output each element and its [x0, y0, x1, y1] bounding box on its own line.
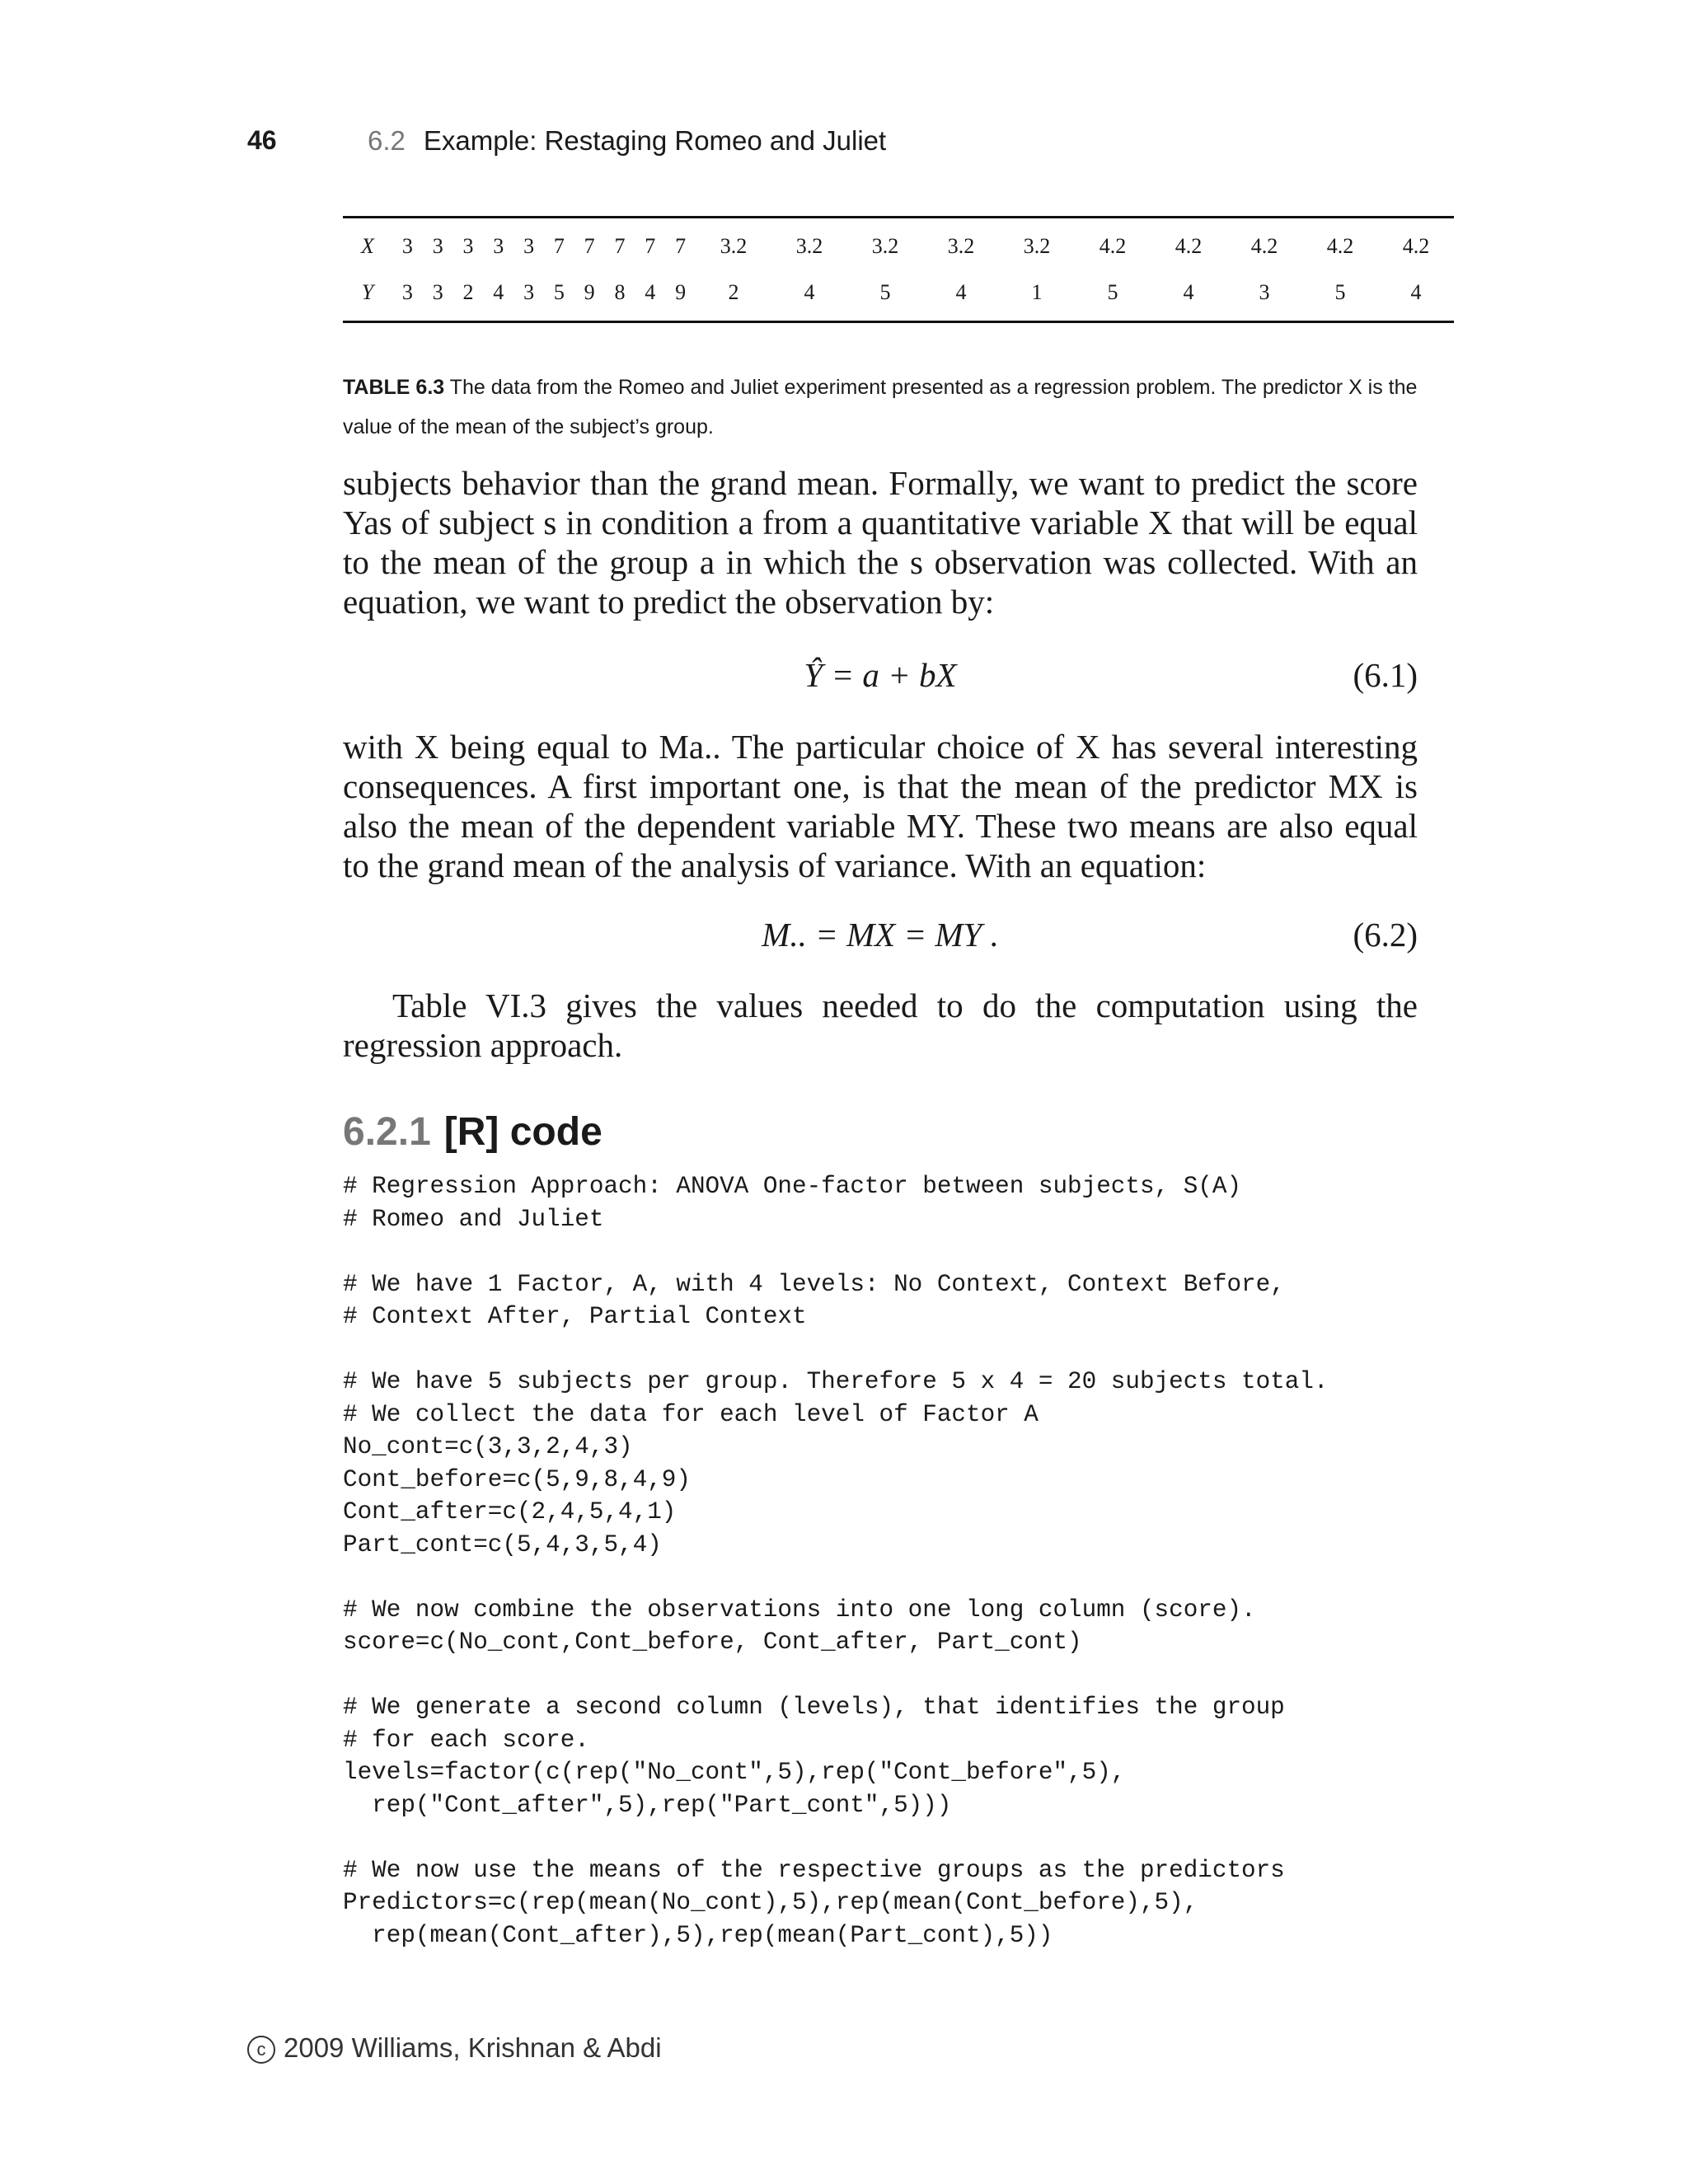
section-title: [R] code — [443, 1110, 603, 1154]
table-cell: 7 — [675, 234, 687, 258]
paragraph-3: Table VI.3 gives the values needed to do the computation using the regression approach. — [343, 987, 1418, 1064]
table-cell: 4.2 — [1402, 234, 1430, 258]
table-caption — [343, 368, 1439, 447]
section-heading — [343, 1109, 603, 1155]
paragraph-2: with X being equal to Ma.. The particular choice of X has several interesting consequences. A first important one, is that the mean of the predictor MX is also the mean of the dependent variable MY. These two means are also equal to the grand mean of the analysis of variance. With an equation: — [343, 728, 1418, 884]
running-head-title: Example: Restaging Romeo and Juliet — [423, 125, 887, 156]
table-cell: 1 — [1031, 280, 1043, 304]
table-cell: 3 — [1259, 280, 1270, 304]
table-cell: 9 — [584, 280, 595, 304]
table-cell: 7 — [584, 234, 595, 258]
caption-tag: TABLE 6.3 — [343, 376, 445, 399]
row-label-x: X — [361, 234, 374, 258]
table-cell: 4.2 — [1099, 234, 1127, 258]
table-cell: 8 — [614, 280, 626, 304]
table-cell: 7 — [614, 234, 626, 258]
table-cell: 3 — [493, 234, 504, 258]
table-cell: 4 — [955, 280, 967, 304]
table-cell: 7 — [645, 234, 656, 258]
running-head — [368, 125, 886, 157]
table-cell: 3 — [401, 234, 413, 258]
table-row-y — [343, 269, 1454, 322]
page-number: 46 — [247, 125, 277, 155]
table-cell: 4 — [804, 280, 815, 304]
row-label-y: Y — [361, 280, 374, 304]
table-cell: 3 — [401, 280, 413, 304]
table-cell: 5 — [879, 280, 891, 304]
table-cell: 4 — [1183, 280, 1194, 304]
table-cell: 7 — [553, 234, 565, 258]
equation-number: (6.1) — [1353, 656, 1418, 694]
section-number: 6.2.1 — [343, 1110, 431, 1154]
data-table — [343, 216, 1454, 323]
table-cell: 3.2 — [720, 234, 748, 258]
table-cell: 3 — [523, 234, 535, 258]
equation-body: Ŷ = a + bX — [804, 656, 957, 694]
table-cell: 2 — [728, 280, 739, 304]
table-cell: 5 — [1107, 280, 1118, 304]
footer-text: 2009 Williams, Krishnan & Abdi — [284, 2032, 662, 2063]
table-row-x — [343, 218, 1454, 270]
table-cell: 4 — [493, 280, 504, 304]
equation-body: M.. = MX = MY . — [762, 916, 999, 954]
table-cell: 2 — [462, 280, 474, 304]
code-block: # Regression Approach: ANOVA One-factor between subjects, S(A) # Romeo and Juliet # We have 1 Factor, A, with 4 levels: No Context, Context Before, # Context After, Partial Context # We have 5 subjects per group. Therefore 5 x 4 = 20 subjects total. # We collect the data for each level of Factor A No_cont=c(3,3,2,4,3) Cont_before=c(5,9,8,4,9) Cont_after=c(2,4,5,4,1) Part_cont=c(5,4,3,5,4) # We now combine the observations into one long column (score). score=c(No_cont,Cont_before, Cont_after, Part_cont) # We generate a second column (levels), that identifies the group # for each score. levels=factor(c(rep("No_cont",5),rep("Cont_before",5), rep("Cont_after",5),rep("Part_cont",5))) # We now use the means of the respective groups as the predictors Predictors=c(rep(mean(No_cont),5),rep(mean(Cont_before),5), rep(mean(Cont_after),5),rep(mean(Part_cont),5)) — [343, 1173, 1329, 1949]
table-cell: 9 — [675, 280, 687, 304]
caption-text: The data from the Romeo and Juliet experiment presented as a regression problem. The predictor X is the value of the mean of the subject’s group. — [343, 376, 1418, 438]
table-cell: 3.2 — [871, 234, 899, 258]
table-cell: 4 — [1410, 280, 1422, 304]
table-cell: 3.2 — [795, 234, 823, 258]
table-cell: 3.2 — [1023, 234, 1051, 258]
table-cell: 3 — [432, 280, 443, 304]
equation-6-1 — [343, 655, 1418, 696]
table-cell: 3 — [462, 234, 474, 258]
table-cell: 5 — [553, 280, 565, 304]
paragraph-1: subjects behavior than the grand mean. Formally, we want to predict the score Yas of subject s in condition a from a quantitative variable X that will be equal to the mean of the group a in which the s observation was collected. With an equation, we want to predict the observation by: — [343, 464, 1418, 621]
table-cell: 4 — [645, 280, 656, 304]
copyright-icon: c — [247, 2036, 275, 2064]
table-cell: 4.2 — [1250, 234, 1278, 258]
table-cell: 4.2 — [1175, 234, 1203, 258]
table-cell: 3.2 — [947, 234, 975, 258]
equation-number: (6.2) — [1353, 916, 1418, 954]
running-head-section-number: 6.2 — [368, 125, 406, 156]
footer — [247, 2032, 662, 2064]
table-cell: 3 — [523, 280, 535, 304]
equation-6-2 — [343, 915, 1418, 956]
table-cell: 3 — [432, 234, 443, 258]
table-cell: 4.2 — [1326, 234, 1354, 258]
table-cell: 5 — [1334, 280, 1346, 304]
